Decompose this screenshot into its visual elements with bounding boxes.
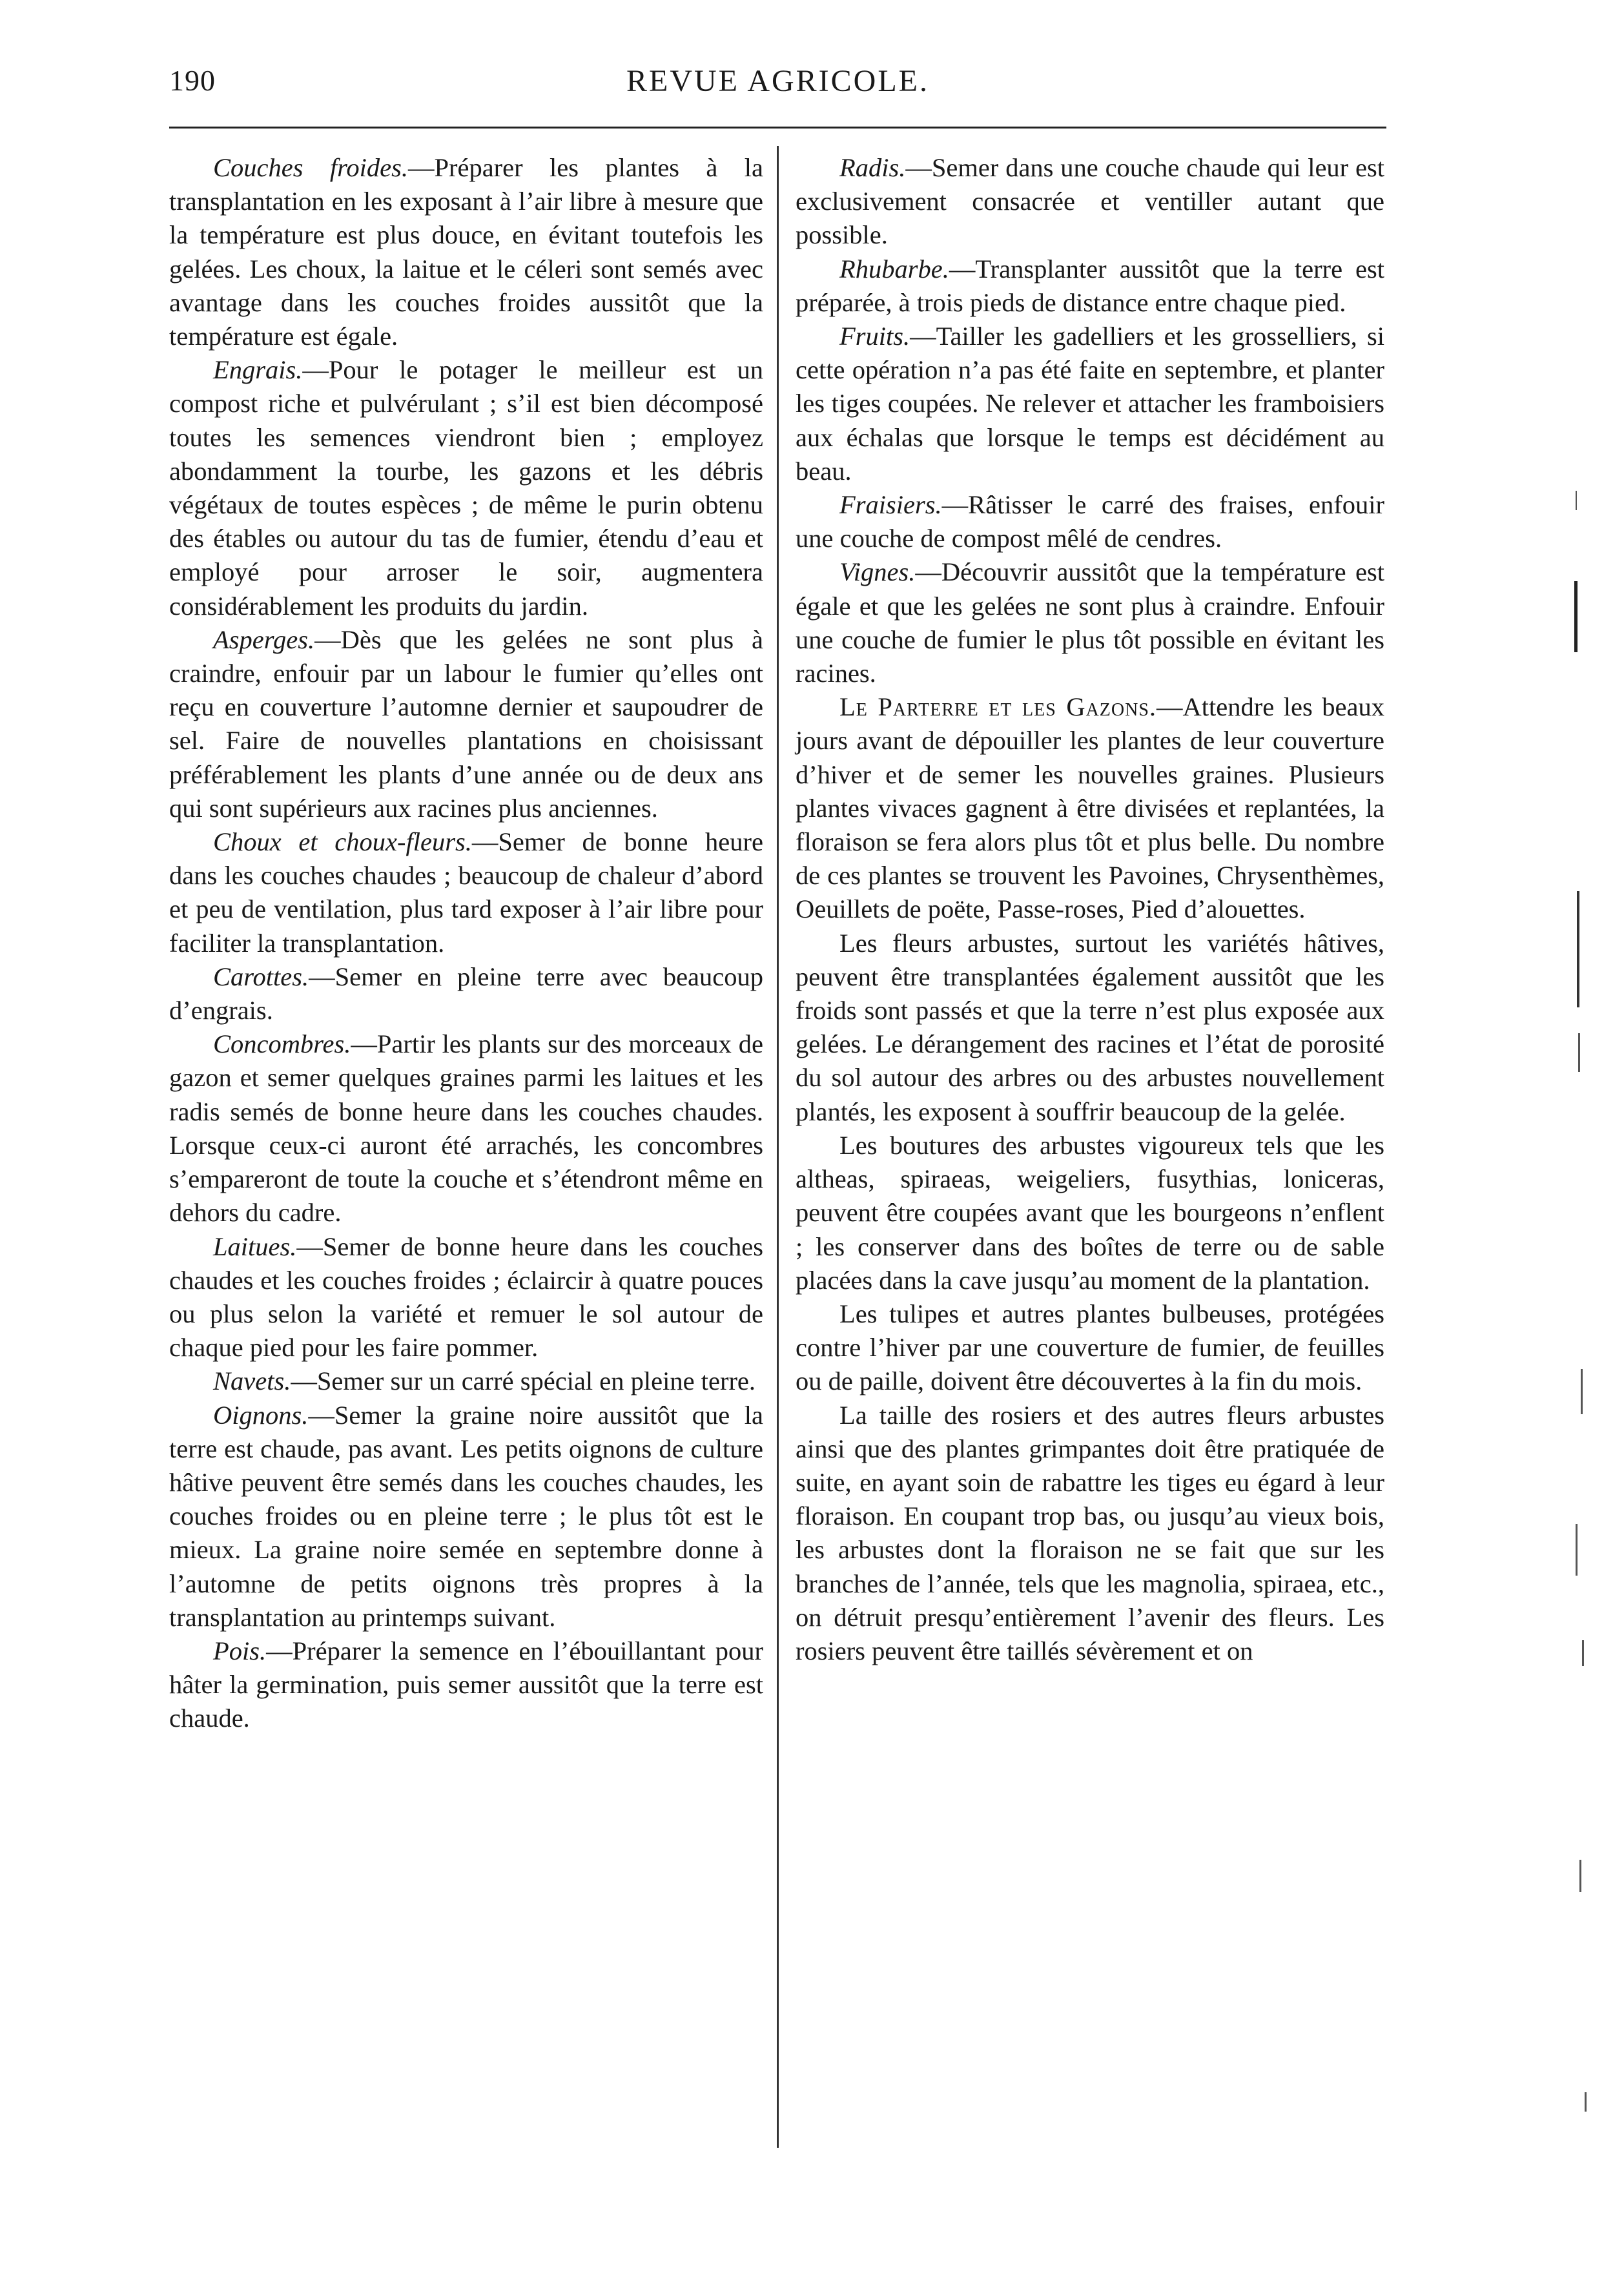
paragraph-concombres — [169, 1027, 763, 1230]
paragraph-text: —Découvrir aussitôt que la température est égale et que les gelées ne sont plus à craindre. Enfouir une couche de fumier le plus tôt possible en évitant les racines. — [796, 557, 1384, 688]
term: Radis. — [839, 153, 906, 182]
paragraph-radis — [796, 151, 1384, 252]
paragraph-fraisiers — [796, 488, 1384, 555]
paragraph-text: —Pour le potager le meilleur est un compost riche et pulvérulant ; s’il est bien décomposé toutes les semences viendront bien ; employez abondamment la tourbe, les gazons et les débris végétaux de toutes espèces ; de même le purin obtenu des étables ou autour du tas de fumier, étendu d’eau et employé pour arroser le soir, augmentera considérablement les produits du jardin. — [169, 355, 763, 621]
paragraph-text: La taille des rosiers et des autres fleurs arbustes ainsi que des plantes grimpantes doit être pratiquée de suite, en ayant soin de rabattre les tiges eu égard à leur floraison. En coupant trop bas, ou jusqu’au vieux bois, les arbustes dont la floraison ne se fait que sur les branches de l’année, tels que les magnolia, spiraea, etc., on détruit presqu’entièrement l’avenir des fleurs. Les rosiers peuvent être taillés sévèrement et on — [796, 1400, 1384, 1665]
paragraph-fruits — [796, 320, 1384, 488]
header-rule — [169, 127, 1386, 129]
paragraph-text: —Semer sur un carré spécial en pleine terre. — [291, 1366, 756, 1396]
margin-speck — [1579, 1860, 1581, 1892]
term: Carottes. — [213, 962, 309, 991]
paragraph-pois — [169, 1634, 763, 1736]
page-number: 190 — [169, 64, 216, 97]
paragraph-text: —Semer de bonne heure dans les couches chaudes et les couches froides ; éclaircir à quatre pouces ou plus selon la variété et remuer le sol autour de chaque pied pour les faire pommer. — [169, 1231, 763, 1363]
margin-speck — [1576, 491, 1577, 510]
term: Choux et choux-fleurs. — [213, 827, 472, 857]
term: Vignes. — [839, 557, 916, 587]
term: Couches froides. — [213, 153, 408, 182]
paragraph-oignons — [169, 1399, 763, 1634]
paragraph-text: —Préparer les plantes à la transplantation en les exposant à l’air libre à mesure que la température est plus douce, en évitant toutefois les gelées. Les choux, la laitue et le céleri sont semés avec avantage dans les couches froides aussitôt que la température est égale. — [169, 153, 763, 351]
paragraph-asperges — [169, 623, 763, 825]
paragraph-boutures — [796, 1129, 1384, 1297]
paragraph-text: —Transplanter aussitôt que la terre est préparée, à trois pieds de distance entre chaque pied. — [796, 254, 1384, 317]
term: Pois. — [213, 1636, 267, 1665]
left-column — [169, 151, 763, 1736]
margin-specks — [1569, 491, 1595, 2170]
paragraph-text: Les fleurs arbustes, surtout les variétés hâtives, peuvent être transplantées également aussitôt que les froids sont passés et que la terre n’est plus exposée aux gelées. Le dérangement des racines et l’état de porosité du sol autour des arbres ou des arbustes nouvellement plantés, les exposent à souffrir beaucoup de la gelée. — [796, 928, 1384, 1126]
margin-speck — [1585, 2092, 1587, 2112]
term: Engrais. — [213, 355, 303, 385]
term: Concombres. — [213, 1029, 351, 1059]
paragraph-parterre — [796, 690, 1384, 926]
paragraph-couches-froides — [169, 151, 763, 353]
term: Fraisiers. — [839, 490, 942, 520]
paragraph-text: —Semer de bonne heure dans les couches chaudes ; beaucoup de chaleur d’abord et peu de ventilation, plus tard exposer à l’air libre pour faciliter la transplantation. — [169, 827, 763, 958]
term: Fruits. — [839, 322, 910, 351]
paragraph-fleurs-arbustes — [796, 927, 1384, 1129]
right-column — [796, 151, 1384, 1668]
paragraph-choux — [169, 825, 763, 960]
paragraph-rhubarbe — [796, 252, 1384, 320]
paragraph-text: —Attendre les beaux jours avant de dépouiller les plantes de leur couverture d’hiver et de semer les nouvelles graines. Plusieurs plantes vivaces gagnent à être divisées et replantées, la floraison se fera alors plus tôt et plus belle. Du nombre de ces plantes se trouvent les Pavoines, Chrysenthèmes, Oeuillets de poëte, Passe-roses, Pied d’alouettes. — [796, 692, 1384, 924]
page-header — [169, 63, 1386, 108]
paragraph-text: Les boutures des arbustes vigoureux tels que les altheas, spiraeas, weigeliers, fusythias, loniceras, peuvent être coupées avant que les bourgeons n’enflent ; les conserver dans des boîtes de terre ou de sable placées dans la cave jusqu’au moment de la plantation. — [796, 1130, 1384, 1295]
paragraph-engrais — [169, 353, 763, 623]
paragraph-text: —Semer dans une couche chaude qui leur est exclusivement consacrée et ventiller autant que possible. — [796, 153, 1384, 250]
margin-speck — [1574, 581, 1578, 652]
margin-speck — [1578, 1033, 1580, 1072]
paragraph-text: —Dès que les gelées ne sont plus à craindre, enfouir par un labour le fumier qu’elles ont reçu en couverture l’automne dernier et saupoudrer de sel. Faire de nouvelles plantations en choisissant préférablement les plants d’une année ou de deux ans qui sont supérieurs aux racines plus anciennes. — [169, 624, 763, 823]
term: Navets. — [213, 1366, 291, 1396]
paragraph-navets — [169, 1364, 763, 1398]
paragraph-tulipes — [796, 1297, 1384, 1399]
term: Asperges. — [213, 624, 315, 654]
margin-speck — [1581, 1369, 1583, 1414]
paragraph-text: —Préparer la semence en l’ébouillantant pour hâter la germination, puis semer aussitôt que la terre est chaude. — [169, 1636, 763, 1733]
running-title: REVUE AGRICOLE. — [626, 64, 929, 98]
margin-speck — [1582, 1640, 1584, 1666]
paragraph-text: Les tulipes et autres plantes bulbeuses, protégées contre l’hiver par une couverture de fumier, de feuilles ou de paille, doivent être découvertes à la fin du mois. — [796, 1299, 1384, 1396]
paragraph-text: —Râtisser le carré des fraises, enfouir une couche de compost mêlé de cendres. — [796, 490, 1384, 553]
paragraph-text: —Semer en pleine terre avec beaucoup d’engrais. — [169, 962, 763, 1025]
term: Oignons. — [213, 1400, 309, 1430]
paragraph-text: —Semer la graine noire aussitôt que la terre est chaude, pas avant. Les petits oignons de culture hâtive peuvent être semés dans les couches chaudes, les couches froides ou en pleine terre ; le plus tôt est le mieux. La graine noire semée en septembre donne à l’automne de petits oignons très propres à la transplantation au printemps suivant. — [169, 1400, 763, 1632]
paragraph-laitues — [169, 1230, 763, 1365]
margin-speck — [1576, 1524, 1578, 1576]
paragraph-vignes — [796, 555, 1384, 690]
column-rule — [777, 146, 779, 2148]
paragraph-text: —Partir les plants sur des morceaux de gazon et semer quelques graines parmi les laitues et les radis semés de bonne heure dans les couches chaudes. Lorsque ceux-ci auront été arrachés, les concombres s’empareront de toute la couche et s’étendront même en dehors du cadre. — [169, 1029, 763, 1228]
paragraph-taille-rosiers — [796, 1399, 1384, 1669]
term: Laitues. — [213, 1231, 297, 1261]
margin-speck — [1577, 891, 1579, 1007]
term: Rhubarbe. — [839, 254, 949, 283]
paragraph-carottes — [169, 960, 763, 1027]
section-heading: Le Parterre et les Gazons. — [839, 692, 1157, 722]
paragraph-text: —Tailler les gadelliers et les grosselliers, si cette opération n’a pas été faite en septembre, et planter les tiges coupées. Ne relever et attacher les framboisiers aux échalas que lorsque le temps est décidément au beau. — [796, 322, 1384, 486]
